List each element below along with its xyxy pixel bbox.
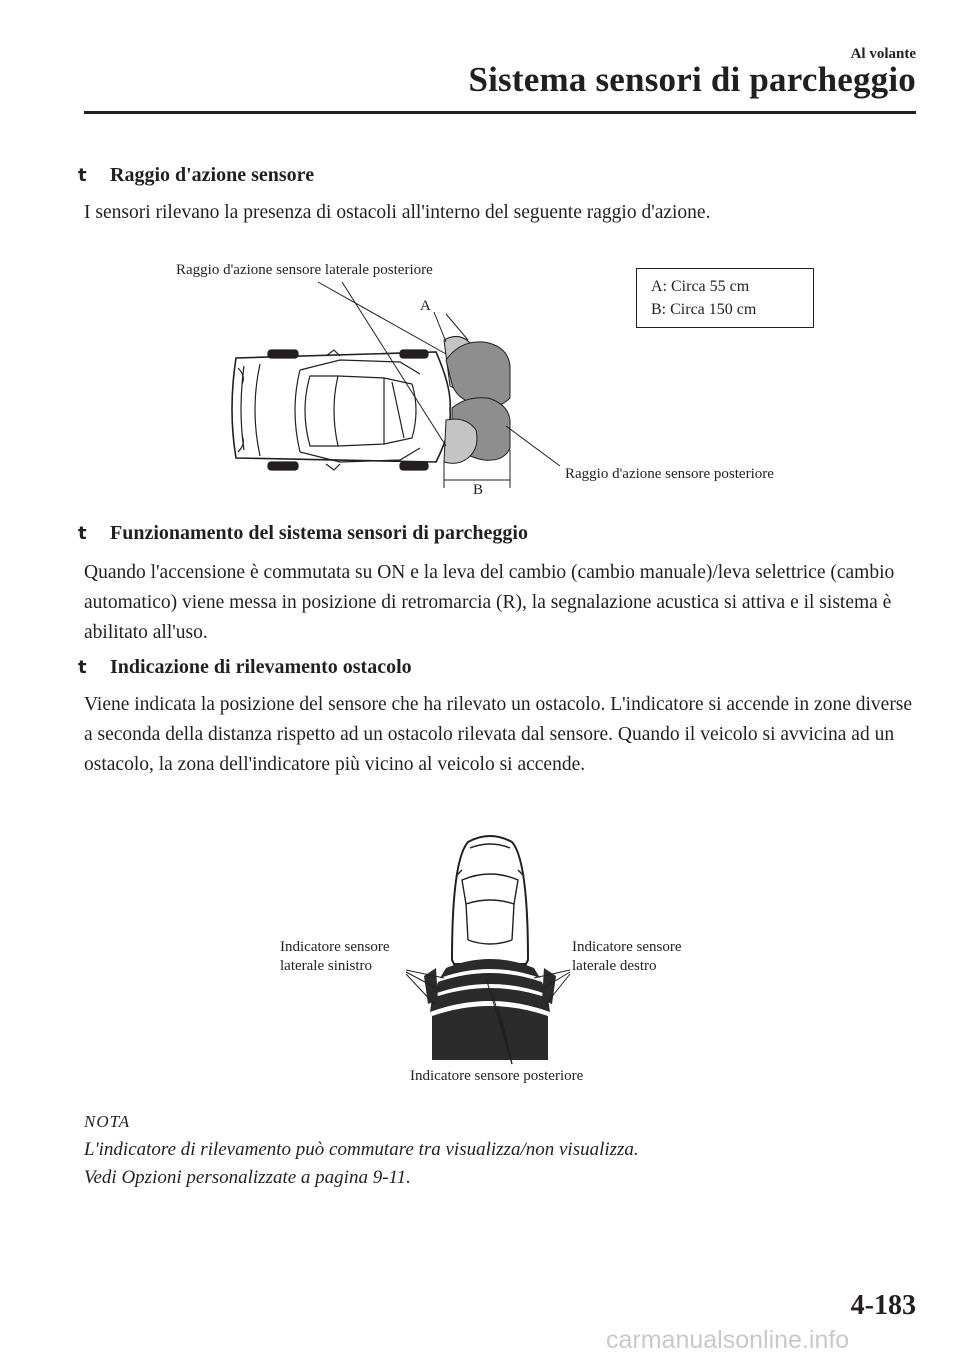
page-title: Sistema sensori di parcheggio — [468, 60, 916, 99]
dimension-a-label: A — [420, 298, 431, 314]
dimension-b-label: B — [473, 482, 484, 498]
section-heading-operation: t Funzionamento del sistema sensori di parcheggio — [78, 522, 528, 544]
note-line: L'indicatore di rilevamento può commutare tra visualizza/non visualizza. — [84, 1139, 639, 1160]
chapter-title: Al volante — [850, 46, 916, 62]
spec-b: B: Circa 150 cm — [651, 301, 757, 318]
spec-a: A: Circa 55 cm — [651, 278, 750, 295]
label-rear-range: Raggio d'azione sensore posteriore — [565, 466, 774, 482]
note-title: NOTA — [84, 1112, 131, 1131]
section-text-sensor-range: I sensori rilevano la presenza di ostacoli all'interno del seguente raggio d'azione. — [84, 202, 711, 223]
rear-indicator-zones — [424, 959, 556, 1060]
watermark: carmanualsonline.info — [606, 1326, 850, 1354]
section-text-operation: Quando l'accensione è commutata su ON e la leva del cambio (cambio manuale)/leva selettrice (cambio automatico) viene messa in posizione di retromarcia (R), la segnalazione acustica si attiva e il sistema è abilitato all'uso. — [84, 562, 895, 643]
bullet-icon: t — [78, 523, 87, 544]
page-number: 4-183 — [850, 1290, 916, 1321]
bullet-icon: t — [78, 165, 87, 186]
section-heading-obstacle-indication: t Indicazione di rilevamento ostacolo — [78, 656, 412, 678]
label-rear-indicator: Indicatore sensore posteriore — [410, 1068, 584, 1084]
label-left-side-indicator: Indicatore sensore laterale sinistro — [280, 939, 390, 974]
label-side-rear-range: Raggio d'azione sensore laterale posteriore — [176, 262, 433, 278]
car-indicator-view — [452, 836, 528, 964]
section-heading-sensor-range: t Raggio d'azione sensore — [78, 164, 315, 186]
note-body — [84, 1136, 639, 1192]
label-right-side-indicator: Indicatore sensore laterale destro — [572, 939, 682, 974]
bullet-icon: t — [78, 657, 87, 678]
section-text-obstacle-indication: Viene indicata la posizione del sensore che ha rilevato un ostacolo. L'indicatore si accende in zone diverse a seconda della distanza rispetto ad un ostacolo rilevata dal sensore. Quando il veicolo si avvicina ad un ostacolo, la zona dell'indicatore più vicino al veicolo si accende. — [84, 694, 913, 775]
note-link-line: Vedi Opzioni personalizzate a pagina 9-11. — [84, 1167, 411, 1188]
